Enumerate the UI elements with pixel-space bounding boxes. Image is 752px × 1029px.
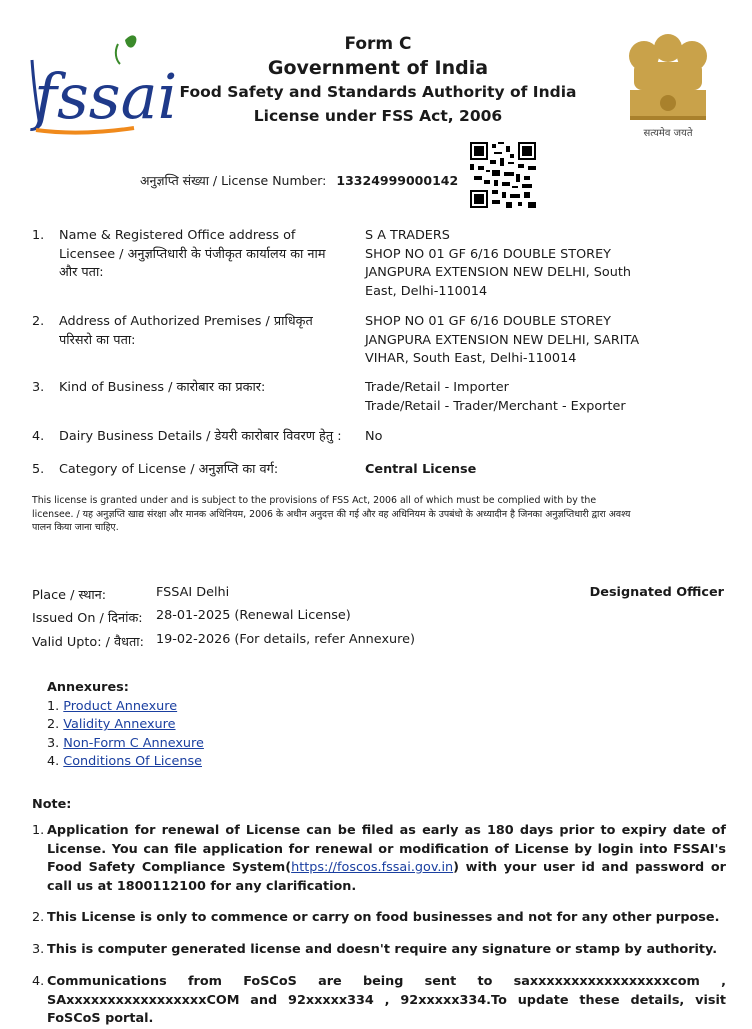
license-number-row: [140, 172, 458, 189]
note-number: 4.: [32, 974, 45, 989]
note-text: [47, 822, 726, 896]
non-form-c-annexure-link[interactable]: Non-Form C Annexure: [63, 735, 204, 751]
item-label: Dairy Business Details / डेयरी कारोबार विवरण हेतु :: [59, 429, 342, 444]
item-value: Trade/Retail - Importer Trade/Retail - Trader/Merchant - Exporter: [365, 380, 626, 414]
annexure-item: [47, 698, 204, 717]
annexure-number: 1.: [47, 698, 60, 714]
note-item: [32, 909, 726, 928]
item-value: No: [365, 429, 383, 444]
item-value: Central License: [365, 462, 477, 477]
item-value: SHOP NO 01 GF 6/16 DOUBLE STOREY JANGPURA EXTENSION NEW DELHI, SARITA VIHAR, South East, Delhi-110014: [365, 314, 640, 366]
license-disclaimer: This license is granted under and is subject to the provisions of FSS Act, 2006 all of which must be complied with by the licensee. / यह अनुज्ञप्ति खाद्य संरक्षा और मानक अधिनियम, 2006 के अधीन अनुदत्त की गई और वह अधिनियम के उपबंधो के अध्यादीन है जिनका अनुज्ञप्तिधारी द्वारा अवश्य पालन किया जाना चाहिए.: [32, 495, 631, 533]
foscos-link[interactable]: https://foscos.fssai.gov.in: [291, 860, 454, 875]
note-text: This is computer generated license and doesn't require any signature or stamp by authority.: [47, 942, 718, 957]
annexures-title: Annexures:: [47, 680, 129, 695]
annexure-number: 3.: [47, 735, 60, 751]
item-number: 1.: [32, 228, 45, 243]
national-emblem: [612, 24, 724, 142]
note-text: This License is only to commence or carry on food businesses and not for any other purpose.: [47, 910, 720, 925]
government-title: Government of India: [267, 57, 489, 79]
annexure-item: [47, 716, 204, 735]
item-number: 3.: [32, 380, 45, 395]
issued-value: 28-01-2025 (Renewal License): [156, 608, 351, 623]
note-item: [32, 941, 726, 960]
note-text: Communications from FoSCoS are being sent to saxxxxxxxxxxxxxxxxxcom , SAxxxxxxxxxxxxxxxxxCOM and 92xxxxx334 , 92xxxxx334.To update these details, visit FoSCoS portal.: [47, 974, 726, 1026]
note-item: [32, 822, 726, 896]
conditions-of-license-link[interactable]: Conditions Of License: [63, 754, 202, 769]
issued-label: Issued On / दिनांक:: [32, 611, 143, 626]
authority-title: Food Safety and Standards Authority of India: [179, 83, 577, 101]
item-label: Name & Registered Office address of Licensee / अनुज्ञप्तिधारी के पंजीकृत कार्यालय का नाम और पता:: [59, 228, 326, 280]
item-label: Category of License / अनुज्ञप्ति का वर्ग:: [59, 462, 279, 477]
annexures: [47, 679, 204, 772]
form-title: Form C: [344, 34, 412, 54]
note-text-part: Application for renewal of License can be filed as early as 180 days prior to expiry date of License. You can file application for renewal or modification of License by login into FSSAI's Food Safety Compliance System(: [47, 823, 726, 875]
item-number: 5.: [32, 462, 45, 477]
validity-annexure-link[interactable]: Validity Annexure: [63, 717, 176, 732]
valid-label: Valid Upto: / वैधता:: [32, 635, 144, 650]
license-number-label: अनुज्ञप्ति संख्या / License Number:: [140, 173, 327, 188]
annexure-number: 4.: [47, 754, 60, 769]
notes-title: Note:: [32, 797, 72, 812]
note-number: 2.: [32, 910, 45, 925]
annexure-item: [47, 735, 204, 754]
note-number: 1.: [32, 823, 45, 838]
document-header: [160, 32, 596, 128]
item-label: Address of Authorized Premises / प्राधिकृत परिसरो का पता:: [59, 314, 313, 348]
place-label: Place / स्थान:: [32, 588, 107, 603]
license-act-title: License under FSS Act, 2006: [253, 107, 503, 125]
logo-text: fssai: [34, 60, 178, 133]
designated-officer: Designated Officer: [589, 585, 724, 600]
annexure-item: [47, 753, 204, 772]
fssai-logo: [30, 30, 178, 140]
valid-value: 19-02-2026 (For details, refer Annexure): [156, 632, 415, 647]
emblem-caption: सत्यमेव जयते: [643, 128, 693, 139]
qr-code: [470, 142, 536, 208]
place-value: FSSAI Delhi: [156, 585, 230, 600]
note-item: [32, 973, 726, 1029]
item-number: 2.: [32, 314, 45, 329]
license-number-value: 13324999000142: [336, 173, 459, 188]
annexure-number: 2.: [47, 717, 60, 732]
item-number: 4.: [32, 429, 45, 444]
product-annexure-link[interactable]: Product Annexure: [63, 698, 178, 714]
note-text-part: ) with your user id and password or call us at 1800112100 for any clarification.: [47, 860, 726, 894]
item-label: Kind of Business / कारोबार का प्रकार:: [59, 380, 266, 395]
note-number: 3.: [32, 942, 45, 957]
item-value: S A TRADERS SHOP NO 01 GF 6/16 DOUBLE STOREY JANGPURA EXTENSION NEW DELHI, South East, Delhi-110014: [365, 228, 631, 299]
